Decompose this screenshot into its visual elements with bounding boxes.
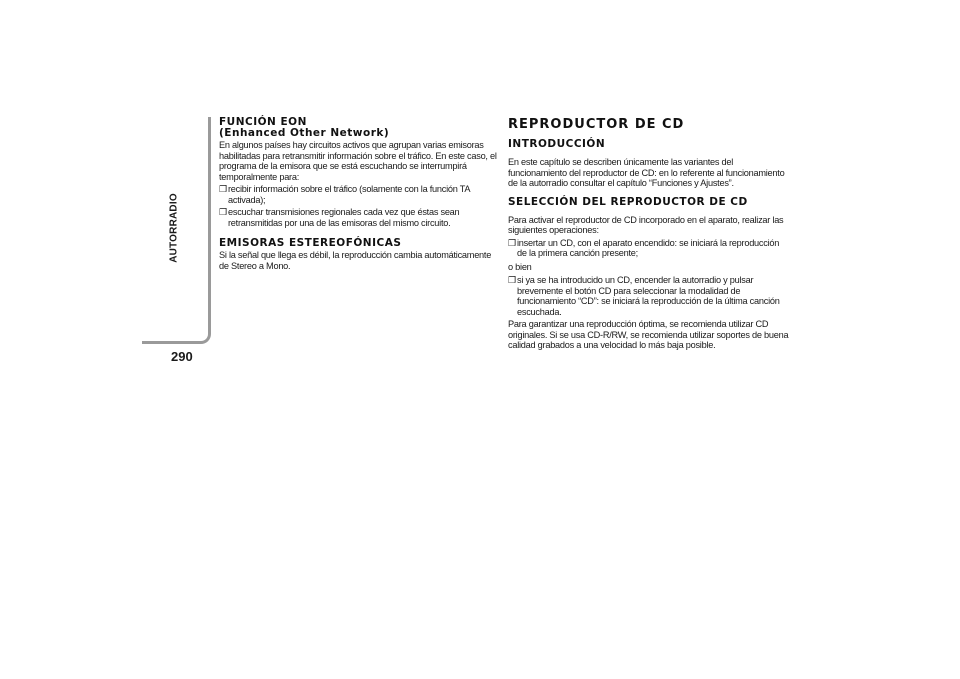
eon-heading-line2: (Enhanced Other Network)	[219, 127, 390, 139]
page-number: 290	[171, 349, 193, 364]
sidebar-section-label: AUTORRADIO	[168, 193, 180, 263]
list-item	[508, 238, 790, 259]
list-item	[508, 275, 790, 317]
eon-intro-text: En algunos países hay circuitos activos que agrupan varias emisoras habilitadas para retransmitir información sobre el tráfico. En este caso, el programa de la emisora que se está escuchando se interrumpirá temporalmente para:	[219, 140, 497, 182]
cd-player-title: REPRODUCTOR DE CD	[508, 117, 685, 132]
checkbox-bullet-icon: ❒	[219, 207, 227, 217]
checkbox-bullet-icon: ❒	[508, 275, 516, 285]
eon-heading-line1: FUNCIÓN EON	[219, 116, 307, 128]
left-column	[219, 117, 501, 271]
right-column	[508, 117, 790, 351]
stereo-text: Si la señal que llega es débil, la reproducción cambia automáticamente de Stereo a Mono.	[219, 250, 492, 271]
intro-heading: INTRODUCCIÓN	[508, 138, 606, 150]
list-item-text: insertar un CD, con el aparato encendido: se iniciará la reproducción de la primera canción presente;	[517, 237, 780, 258]
checkbox-bullet-icon: ❒	[219, 184, 227, 194]
list-item-text: escuchar transmisiones regionales cada vez que éstas sean retransmitidas por una de las emisoras del mismo circuito.	[228, 207, 460, 228]
eon-bullet-list	[219, 184, 501, 228]
list-item-text: recibir información sobre el tráfico (solamente con la función TA activada);	[228, 184, 470, 205]
list-item-text: si ya se ha introducido un CD, encender la autorradio y pulsar brevemente el botón CD para seleccionar la modalidad de funcionamiento “CD”: se iniciará la reproducción de la última canción escuchada.	[517, 275, 780, 317]
stereo-heading: EMISORAS ESTEREOFÓNICAS	[219, 237, 402, 249]
select-cd-bullet-list-1	[508, 238, 790, 259]
closing-text: Para garantizar una reproducción óptima, se recomienda utilizar CD originales. Si se usa CD-R/RW, se recomienda utilizar soportes de buena calidad grabados a una velocidad lo más baja posible.	[508, 319, 789, 350]
select-cd-bullet-list-2	[508, 275, 790, 317]
eon-heading	[219, 117, 501, 139]
select-cd-text: Para activar el reproductor de CD incorporado en el aparato, realizar las siguientes operaciones:	[508, 214, 784, 235]
list-item	[219, 184, 501, 205]
or-text: o bien	[508, 261, 532, 272]
checkbox-bullet-icon: ❒	[508, 237, 516, 248]
list-item	[219, 207, 501, 228]
intro-text: En este capítulo se describen únicamente las variantes del funcionamiento del reproductor de CD: en lo referente al funcionamiento de la autorradio consultar el capítulo “Funciones y Ajustes”.	[508, 157, 785, 188]
select-cd-heading: SELECCIÓN DEL REPRODUCTOR DE CD	[508, 195, 748, 208]
